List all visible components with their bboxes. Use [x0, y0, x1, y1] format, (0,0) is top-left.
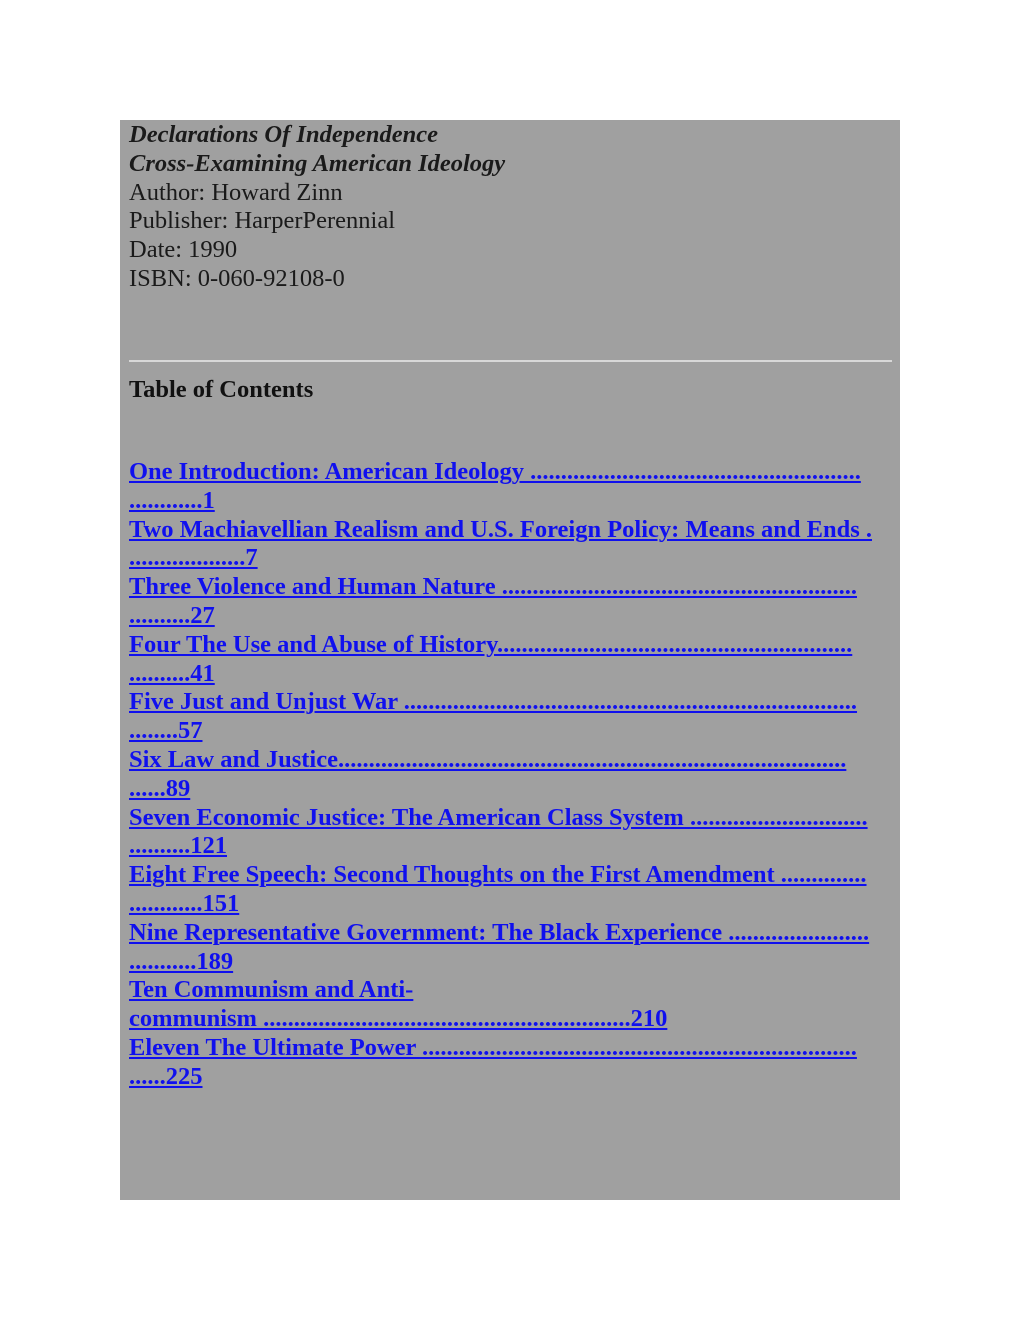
- book-date: Date: 1990: [129, 236, 238, 264]
- book-subtitle: Cross-Examining American Ideology: [129, 149, 506, 177]
- toc-link-six[interactable]: [129, 746, 891, 804]
- book-metadata: [129, 121, 891, 294]
- book-title: Declarations Of Independence: [129, 121, 438, 148]
- toc-link-four[interactable]: [129, 631, 891, 689]
- toc-entry-line: Three Violence and Human Nature ..........................................................: [129, 573, 857, 601]
- toc-entry-page: ..........41: [129, 659, 215, 687]
- toc-entry-line: Two Machiavellian Realism and U.S. Foreign Policy: Means and Ends .: [129, 515, 872, 543]
- toc-entry-page: ..........27: [129, 601, 215, 629]
- toc-entry-line: Eleven The Ultimate Power .......................................................................: [129, 1033, 857, 1061]
- toc-entry-line: Ten Communism and Anti-: [129, 976, 414, 1004]
- toc-entry-page: ...................7: [129, 544, 258, 572]
- toc-link-seven[interactable]: [129, 804, 891, 862]
- toc-entry-page: ............1: [129, 486, 215, 514]
- toc-entry-line: Six Law and Justice...................................................................................: [129, 745, 847, 773]
- toc-entry-line: One Introduction: American Ideology ......................................................: [129, 458, 861, 485]
- toc-entry-page: ......89: [129, 774, 191, 802]
- toc-entry-line: Four The Use and Abuse of History..........................................................: [129, 630, 853, 658]
- document-panel: [120, 120, 900, 1200]
- horizontal-divider: [129, 360, 892, 362]
- toc-entry-page: communism ............................................................210: [129, 1005, 668, 1033]
- toc-link-eight[interactable]: [129, 861, 891, 919]
- toc-entry-page: ......225: [129, 1062, 203, 1090]
- toc-entry-line: Seven Economic Justice: The American Class System .............................: [129, 803, 868, 831]
- toc-link-one[interactable]: [129, 458, 891, 516]
- toc-link-nine[interactable]: [129, 919, 891, 977]
- toc-link-two[interactable]: [129, 516, 891, 574]
- book-author: Author: Howard Zinn: [129, 178, 343, 206]
- toc-entry-page: ............151: [129, 889, 240, 917]
- toc-heading: Table of Contents: [129, 376, 314, 403]
- toc-entry-line: Nine Representative Government: The Black Experience .......................: [129, 918, 870, 946]
- toc-link-eleven[interactable]: [129, 1034, 891, 1092]
- toc-entry-line: Five Just and Unjust War ..........................................................................: [129, 688, 858, 716]
- toc-entry-page: ...........189: [129, 947, 234, 975]
- toc-entry-page: ..........121: [129, 832, 227, 860]
- toc-link-five[interactable]: [129, 688, 891, 746]
- book-isbn: ISBN: 0-060-92108-0: [129, 264, 345, 292]
- book-publisher: Publisher: HarperPerennial: [129, 207, 396, 235]
- toc-link-three[interactable]: [129, 573, 891, 631]
- toc-entry-line: Eight Free Speech: Second Thoughts on the First Amendment ..............: [129, 861, 867, 889]
- toc-entry-page: ........57: [129, 717, 203, 745]
- toc-link-ten[interactable]: [129, 976, 891, 1034]
- toc-list: [129, 458, 891, 1092]
